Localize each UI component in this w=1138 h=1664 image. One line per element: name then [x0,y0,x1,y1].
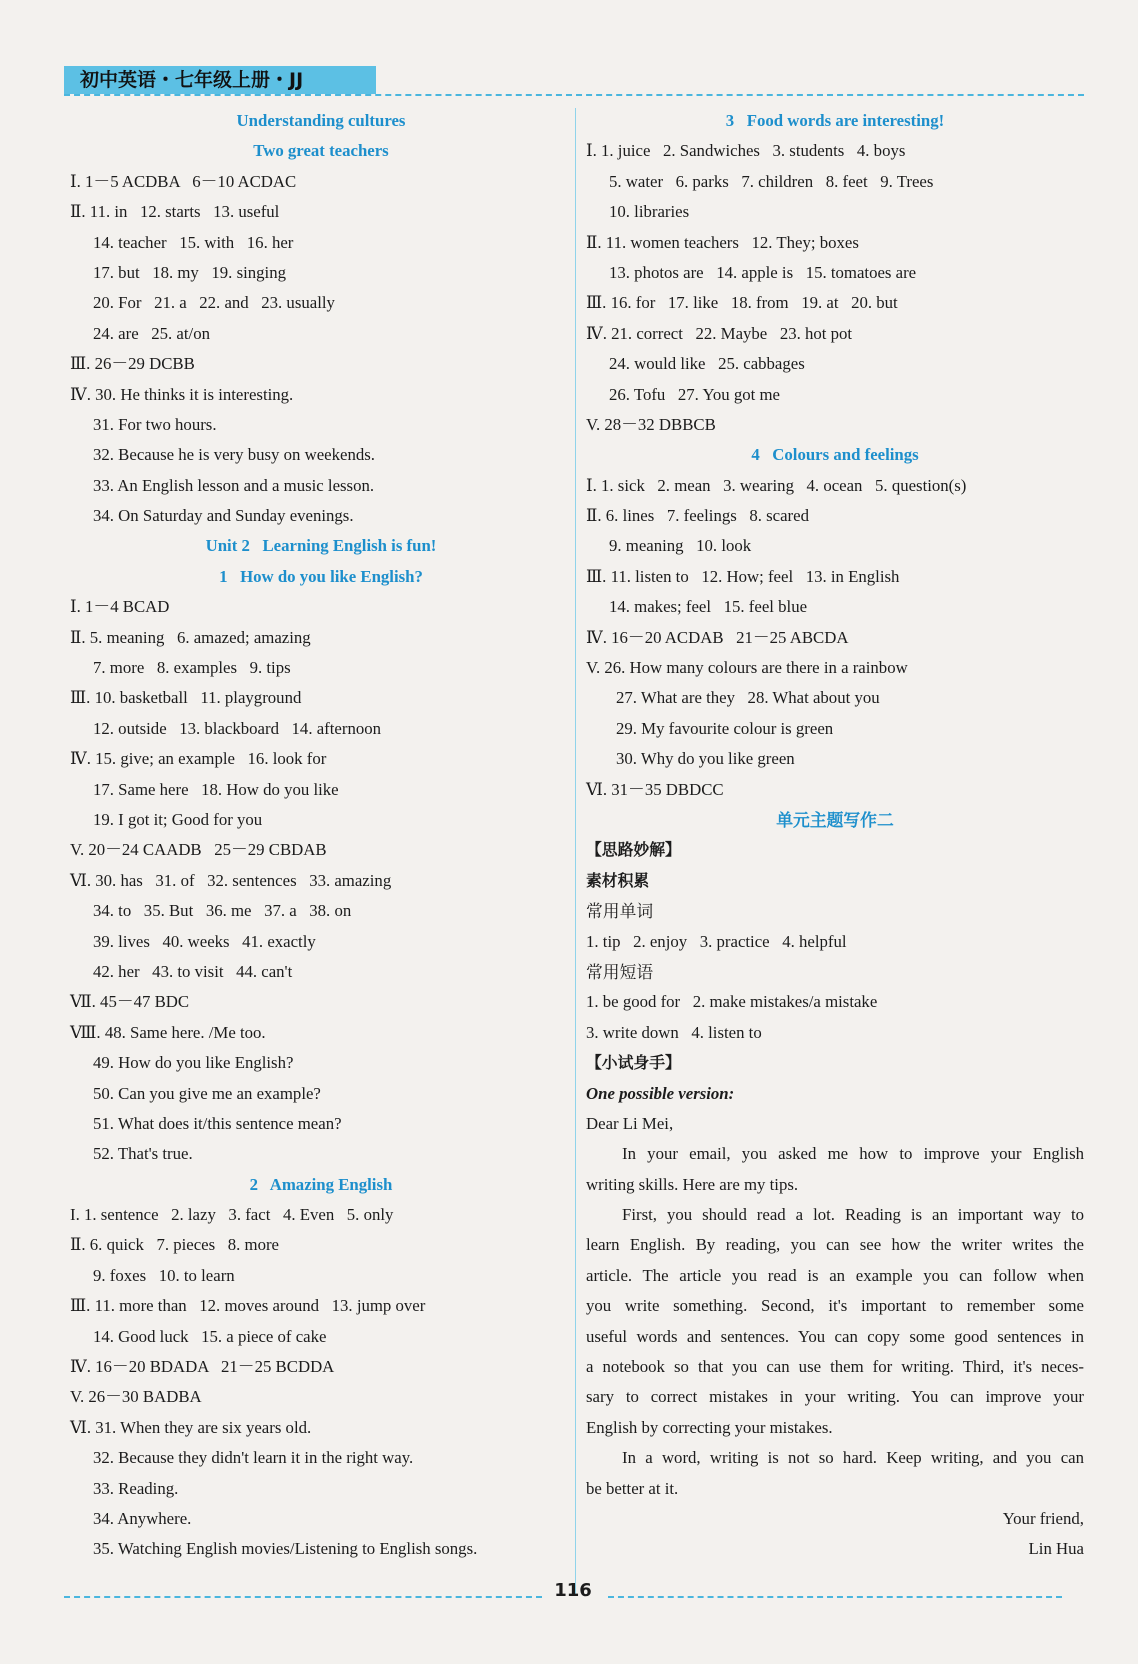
answer-line: Ⅳ. 30. He thinks it is interesting. [70,384,294,404]
essay-line: a notebook so that you can use them for writing. Third, it's neces- [586,1357,1084,1377]
answer-line: V. 26. How many colours are there in a rainbow [586,658,908,678]
version-label: One possible version: [586,1083,735,1103]
answer-line: 52. That's true. [93,1144,193,1164]
column-divider [575,108,576,1596]
answer-line: V. 20－24 CAADB 25－29 CBDAB [70,840,327,860]
answer-line: 14. Good luck 15. a piece of cake [93,1326,327,1346]
answer-line: Ⅳ. 16－20 BDADA 21－25 BCDDA [70,1357,335,1377]
page-number: 116 [554,1580,592,1601]
answer-line: 32. Because they didn't learn it in the right way. [93,1448,414,1468]
answer-line: 常用单词 [586,901,654,922]
answer-line: 10. libraries [609,202,690,222]
answer-line: Ⅱ. 6. lines 7. feelings 8. scared [586,506,809,526]
answer-line: 27. What are they 28. What about you [616,688,880,708]
answer-line: 7. more 8. examples 9. tips [93,658,291,678]
answer-line: 35. Watching English movies/Listening to English songs. [93,1539,478,1559]
essay-line: sary to correct mistakes in your writing. You can improve your [586,1387,1084,1407]
signature-line: Your friend, [1002,1508,1084,1528]
answer-line: 33. Reading. [93,1478,179,1498]
answer-line: Ⅱ. 11. in 12. starts 13. useful [70,202,280,222]
answer-line: 17. but 18. my 19. singing [93,262,286,282]
answer-line: Ⅱ. 5. meaning 6. amazed; amazing [70,627,311,647]
essay-line: learn English. By reading, you can see how the writer writes the [586,1235,1084,1255]
essay-line: be better at it. [586,1478,679,1498]
answer-line: 24. would like 25. cabbages [609,354,805,374]
section-label: 【小试身手】 [586,1053,681,1073]
section-heading: Understanding cultures [236,111,406,130]
header-divider [64,94,1084,96]
right-column [586,106,1084,1565]
section-heading: 3 Food words are interesting! [725,111,945,130]
answer-line: 29. My favourite colour is green [616,718,834,738]
essay-line: First, you should read a lot. Reading is an important way to [622,1205,1084,1225]
answer-line: 49. How do you like English? [93,1053,294,1073]
answer-line: Ⅲ. 11. more than 12. moves around 13. jump over [70,1296,426,1316]
answer-line: 34. On Saturday and Sunday evenings. [93,506,354,526]
answer-line: Ⅲ. 26－29 DCBB [70,354,195,374]
answer-line: Ⅵ. 31－35 DBDCC [586,779,724,799]
answer-line: Ⅱ. 11. women teachers 12. They; boxes [586,232,859,252]
answer-line: 30. Why do you like green [616,749,795,769]
footer-divider-right [608,1596,1062,1598]
answer-line: 26. Tofu 27. You got me [609,384,781,404]
answer-line: 常用短语 [586,961,654,982]
section-label: 素材积累 [586,870,650,890]
section-heading: 4 Colours and feelings [751,445,919,465]
section-heading: 2 Amazing English [249,1174,393,1194]
answer-line: Ⅰ. 1－4 BCAD [70,597,170,617]
answer-line: 19. I got it; Good for you [93,809,263,829]
answer-line: 1. be good for 2. make mistakes/a mistake [586,992,878,1012]
answer-line: 42. her 43. to visit 44. can't [93,961,293,981]
answer-line: Ⅲ. 11. listen to 12. How; feel 13. in English [586,566,900,586]
header-tab-arrow [350,66,376,94]
answer-line: Ⅷ. 48. Same here. /Me too. [70,1022,266,1042]
answer-line: Ⅵ. 30. has 31. of 32. sentences 33. amazing [70,870,392,890]
answer-line: V. 26－30 BADBA [70,1387,202,1407]
section-heading: Two great teachers [253,141,389,161]
answer-line: 9. meaning 10. look [609,536,752,556]
footer-divider-left [64,1596,542,1598]
answer-line: 20. For 21. a 22. and 23. usually [93,293,335,313]
answer-line: Ⅲ. 16. for 17. like 18. from 19. at 20. but [586,293,898,313]
answer-line: Ⅶ. 45－47 BDC [70,992,190,1012]
answer-line: 14. teacher 15. with 16. her [93,232,294,252]
answer-line: Ⅳ. 16－20 ACDAB 21－25 ABCDA [586,627,849,647]
essay-line: writing skills. Here are my tips. [586,1174,799,1194]
answer-line: Ⅰ. 1. juice 2. Sandwiches 3. students 4. boys [586,141,906,161]
answer-line: Dear Li Mei, [586,1113,674,1133]
answer-line: 14. makes; feel 15. feel blue [609,597,808,617]
essay-line: article. The article you read is an example you can follow when [586,1265,1084,1285]
essay-line: English by correcting your mistakes. [586,1417,833,1437]
answer-line: 24. are 25. at/on [93,323,210,343]
section-label: 【思路妙解】 [586,840,681,860]
essay-line: you write something. Second, it's important to remember some [586,1296,1084,1316]
answer-line: 50. Can you give me an example? [93,1083,321,1103]
answer-line: Ⅱ. 6. quick 7. pieces 8. more [70,1235,280,1255]
signature-line: Lin Hua [1028,1539,1084,1559]
essay-line: In your email, you asked me how to improve your English [622,1144,1084,1164]
answer-line: 13. photos are 14. apple is 15. tomatoes are [609,262,917,282]
answer-line: 9. foxes 10. to learn [93,1265,235,1285]
answer-line: 1. tip 2. enjoy 3. practice 4. helpful [586,931,847,951]
left-column [70,106,572,1565]
answer-line: Ⅳ. 21. correct 22. Maybe 23. hot pot [586,323,853,343]
essay-line: In a word, writing is not so hard. Keep writing, and you can [622,1448,1084,1468]
answer-line: 3. write down 4. listen to [586,1022,762,1042]
answer-line: 12. outside 13. blackboard 14. afternoon [93,718,382,738]
section-heading: 单元主题写作二 [776,809,894,830]
answer-line: 39. lives 40. weeks 41. exactly [93,931,316,951]
answer-line: 17. Same here 18. How do you like [93,779,339,799]
answer-line: 51. What does it/this sentence mean? [93,1113,342,1133]
answer-line: 34. Anywhere. [93,1508,192,1528]
answer-line: I. 1. sentence 2. lazy 3. fact 4. Even 5. only [70,1205,394,1225]
answer-line: Ⅰ. 1. sick 2. mean 3. wearing 4. ocean 5. question(s) [586,475,967,495]
answer-line: 32. Because he is very busy on weekends. [93,445,375,465]
answer-line: 5. water 6. parks 7. children 8. feet 9. Trees [609,171,934,191]
answer-line: 31. For two hours. [93,414,217,434]
book-title: 初中英语・七年级上册・JJ [80,69,304,91]
section-heading: Unit 2 Learning English is fun! [205,536,437,556]
essay-line: useful words and sentences. You can copy some good sentences in [586,1326,1084,1346]
answer-line: V. 28－32 DBBCB [586,414,716,434]
answer-line: Ⅲ. 10. basketball 11. playground [70,688,302,708]
section-heading: 1 How do you like English? [219,566,423,586]
answer-line: 33. An English lesson and a music lesson. [93,475,375,495]
answer-line: Ⅵ. 31. When they are six years old. [70,1417,312,1437]
answer-line: Ⅰ. 1－5 ACDBA 6－10 ACDAC [70,171,297,191]
answer-line: Ⅳ. 15. give; an example 16. look for [70,749,327,769]
answer-line: 34. to 35. But 36. me 37. a 38. on [93,901,352,921]
